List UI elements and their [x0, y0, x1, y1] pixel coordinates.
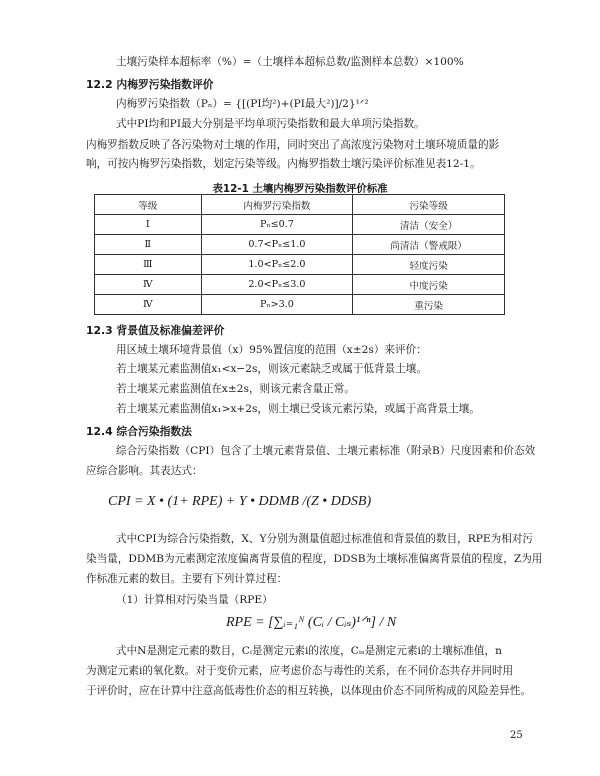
nemerow-desc-line-2: 响，可按内梅罗污染指数，划定污染等级。内梅罗指数土壤污染评价标准见表12-1。	[86, 158, 481, 170]
section-12-3-heading: 12.3 背景值及标准偏差评价	[86, 324, 225, 337]
table-cell: 中度污染	[353, 275, 505, 295]
cpi-definition-line-2: 染当量，DDMB为元素测定浓度偏离背景值的程度，DDSB为土壤标准偏离背景值的程度，Z为用	[86, 553, 543, 565]
table-cell: Pₙ>3.0	[201, 295, 353, 315]
rpe-definition-line-2: 为测定元素i的氧化数。对于变价元素，应考虑价态与毒性的关系，在不同价态共存并同时用	[86, 665, 514, 677]
background-eval-intro: 用区域土壤环境背景值（x）95%置信度的范围（x±2s）来评价：	[116, 344, 427, 356]
table-cell: Ⅱ	[95, 235, 202, 255]
background-eval-low: 若土壤某元素监测值x₁<x−2s，则该元素缺乏或属于低背景土壤。	[116, 363, 427, 375]
background-eval-high: 若土壤某元素监测值x₁>x+2s，则土壤已受该元素污染，或属于高背景土壤。	[116, 403, 480, 415]
cpi-desc-line-2: 应综合影响。其表达式：	[86, 465, 203, 477]
background-eval-normal: 若土壤某元素监测值在x±2s，则该元素含量正常。	[116, 383, 355, 395]
table-cell: Ⅳ	[95, 295, 202, 315]
table-cell: 重污染	[353, 295, 505, 315]
section-12-2-heading: 12.2 内梅罗污染指数评价	[86, 78, 214, 91]
table-cell: 尚清洁（警戒限）	[353, 235, 505, 255]
table-header-row	[95, 195, 505, 215]
table-cell: Pₙ≤0.7	[201, 215, 353, 235]
cpi-desc-line-1: 综合污染指数（CPI）包含了土壤元素背景值、土壤元素标准（附录B）尺度因素和价态效	[116, 445, 536, 457]
table-header-cell: 污染等级	[353, 195, 505, 215]
cpi-definition-line-1: 式中CPI为综合污染指数，X、Y分别为测量值超过标准值和背景值的数目，RPE为相对污	[116, 533, 533, 545]
step-1-label: （1）计算相对污染当量（RPE）	[116, 594, 273, 606]
table-cell: Ⅳ	[95, 275, 202, 295]
nemerow-formula: 内梅罗污染指数（Pₙ）= {[(PI均²)+(PI最大²)]/2}¹ᐟ²	[116, 98, 369, 110]
cpi-definition-line-3: 作标准元素的数目。主要有下列计算过程：	[86, 573, 288, 585]
section-12-4-heading: 12.4 综合污染指数法	[86, 425, 192, 438]
table-header-cell: 等级	[95, 195, 202, 215]
table-cell: Ⅰ	[95, 215, 202, 235]
table-row	[95, 295, 505, 315]
nemerow-standard-table	[94, 194, 505, 315]
rpe-definition-line-3: 于评价时，应在计算中注意高低毒性价态的相互转换，以体现由价态不同所构成的风险差异性。	[86, 685, 531, 697]
page-number: 25	[510, 730, 523, 741]
table-row	[95, 235, 505, 255]
rpe-formula: RPE = [∑ᵢ₌₁ᴺ (Cᵢ / Cᵢₛ)¹ᐟⁿ] / N	[226, 615, 397, 630]
table-header-cell: 内梅罗污染指数	[201, 195, 353, 215]
nemerow-definition: 式中PI均和PI最大分别是平均单项污染指数和最大单项污染指数。	[116, 118, 425, 130]
table-row	[95, 255, 505, 275]
table-row	[95, 275, 505, 295]
table-cell: Ⅲ	[95, 255, 202, 275]
cpi-formula: CPI = X • (1+ RPE) + Y • DDMB /(Z • DDSB)	[108, 494, 372, 509]
table-caption: 表12-1 土壤内梅罗污染指数评价标准	[212, 183, 388, 195]
table-cell: 清洁（安全）	[353, 215, 505, 235]
table-row	[95, 215, 505, 235]
table-cell: 1.0<Pₙ≤2.0	[201, 255, 353, 275]
nemerow-desc-line-1: 内梅罗指数反映了各污染物对土壤的作用，同时突出了高浓度污染物对土壤环境质量的影	[86, 139, 500, 151]
table-cell: 0.7<Pₙ≤1.0	[201, 235, 353, 255]
exceedance-rate-formula: 土壤污染样本超标率（%）=（土壤样本超标总数/监测样本总数）×100%	[116, 56, 464, 68]
table-cell: 2.0<Pₙ≤3.0	[201, 275, 353, 295]
rpe-definition-line-1: 式中N是测定元素的数目，Cᵢ是测定元素i的浓度，Cᵢₛ是测定元素i的土壤标准值，n	[116, 645, 502, 657]
table-cell: 轻度污染	[353, 255, 505, 275]
